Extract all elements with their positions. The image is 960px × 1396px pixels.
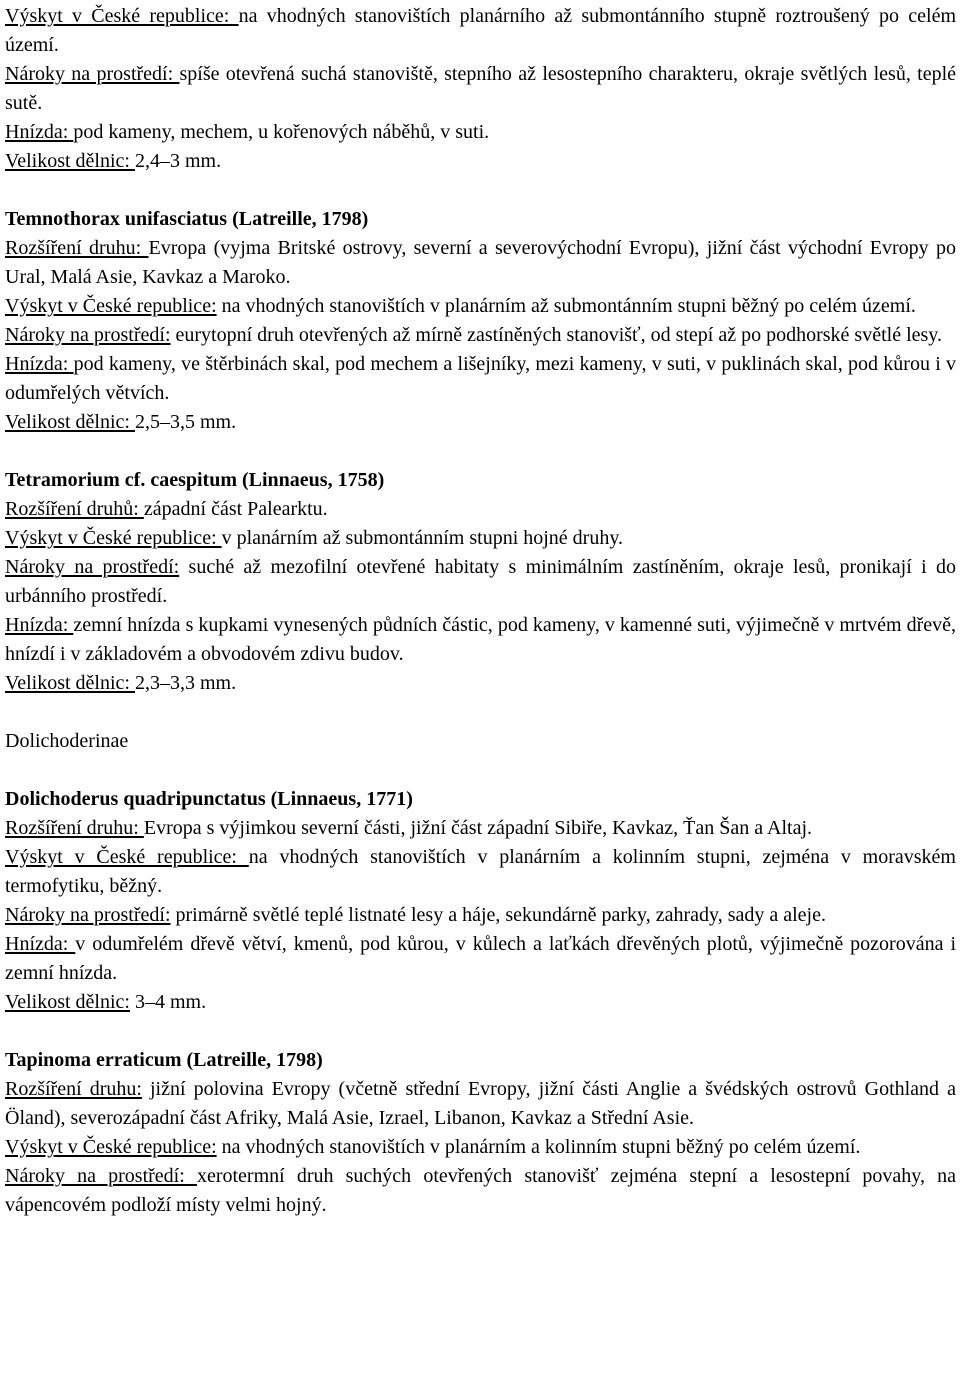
- habitat-text: eurytopní druh otevřených až mírně zastíněných stanovišť, od stepí až po podhorské světlé lesy.: [170, 324, 942, 346]
- distribution-text: Evropa (vyjma Britské ostrovy, severní a severovýchodní Evropu), jižní část východní Evropy po Ural, Malá Asie, Kavkaz a Maroko.: [5, 237, 956, 288]
- habitat-label: Nároky na prostředí:: [5, 904, 171, 926]
- nests-label: Hnízda:: [5, 614, 74, 636]
- habitat-paragraph: [5, 321, 956, 350]
- occurrence-text: na vhodných stanovištích planárního až submontánního stupně roztroušený po celém území.: [5, 5, 956, 56]
- size-text: 2,3–3,3 mm.: [134, 672, 237, 694]
- occurrence-label: Výskyt v České republice:: [5, 5, 239, 27]
- distribution-text: jižní polovina Evropy (včetně střední Evropy, jižní části Anglie a švédských ostrovů Gothland a Öland), severozápadní část Afriky, Malá Asie, Izrael, Libanon, Kavkaz a Střední Asie.: [5, 1078, 956, 1129]
- habitat-paragraph: [5, 60, 956, 118]
- size-label: Velikost dělnic:: [5, 411, 135, 433]
- distribution-label: Rozšíření druhu:: [5, 817, 144, 839]
- nests-paragraph: [5, 350, 956, 408]
- size-label: Velikost dělnic:: [5, 150, 135, 172]
- nests-text: pod kameny, ve štěrbinách skal, pod mechem a lišejníky, mezi kameny, v suti, v puklinách skal, pod kůrou i v odumřelých větvích.: [5, 353, 957, 404]
- distribution-paragraph: [5, 814, 956, 843]
- size-text: 2,5–3,5 mm.: [134, 411, 237, 433]
- species-title: Tetramorium cf. caespitum (Linnaeus, 1758): [5, 469, 385, 491]
- distribution-text: Evropa s výjimkou severní části, jižní část západní Sibiře, Kavkaz, Ťan Šan a Altaj.: [143, 817, 813, 839]
- distribution-label: Rozšíření druhu:: [5, 1078, 142, 1100]
- habitat-paragraph: [5, 1162, 956, 1220]
- size-paragraph: [5, 988, 956, 1017]
- habitat-text: suché až mezofilní otevřené habitaty s minimálním zastíněním, okraje lesů, pronikají i do urbánního prostředí.: [5, 556, 956, 607]
- nests-label: Hnízda:: [5, 121, 74, 143]
- habitat-text: spíše otevřená suchá stanoviště, stepního až lesostepního charakteru, okraje světlých lesů, teplé sutě.: [5, 63, 957, 114]
- distribution-text: západní část Palearktu.: [143, 498, 328, 520]
- occurrence-label: Výskyt v České republice:: [5, 1136, 217, 1158]
- habitat-label: Nároky na prostředí:: [5, 324, 171, 346]
- spacer: [5, 698, 956, 727]
- nests-label: Hnízda:: [5, 353, 74, 375]
- habitat-text: xerotermní druh suchých otevřených stanovišť zejména stepní a lesostepní povahy, na vápencovém podloží místy velmi hojný.: [5, 1165, 957, 1216]
- habitat-paragraph: [5, 553, 956, 611]
- size-paragraph: [5, 669, 956, 698]
- size-paragraph: [5, 147, 956, 176]
- distribution-label: Rozšíření druhů:: [5, 498, 144, 520]
- occurrence-text: v planárním až submontánním stupni hojné druhy.: [221, 527, 624, 549]
- nests-text: zemní hnízda s kupkami vynesených půdních částic, pod kameny, v kamenné suti, výjimečně v mrtvém dřevě, hnízdí i v základovém a obvodovém zdivu budov.: [5, 614, 957, 665]
- distribution-paragraph: [5, 495, 956, 524]
- distribution-paragraph: [5, 234, 956, 292]
- spacer: [5, 176, 956, 205]
- distribution-paragraph: [5, 1075, 956, 1133]
- document-page: [5, 2, 956, 1220]
- occurrence-text: na vhodných stanovištích v planárním a kolinním stupni běžný po celém území.: [216, 1136, 861, 1158]
- subfamily-heading: Dolichoderinae: [5, 730, 129, 752]
- occurrence-paragraph: [5, 2, 956, 60]
- habitat-paragraph: [5, 901, 956, 930]
- occurrence-paragraph: [5, 1133, 956, 1162]
- occurrence-label: Výskyt v České republice:: [5, 527, 222, 549]
- species-title: Tapinoma erraticum (Latreille, 1798): [5, 1049, 323, 1071]
- spacer: [5, 1017, 956, 1046]
- nests-paragraph: [5, 118, 956, 147]
- occurrence-paragraph: [5, 524, 956, 553]
- species-title: Temnothorax unifasciatus (Latreille, 1798): [5, 208, 369, 230]
- nests-paragraph: [5, 930, 956, 988]
- habitat-label: Nároky na prostředí:: [5, 556, 180, 578]
- occurrence-text: na vhodných stanovištích v planárním a kolinním stupni, zejména v moravském termofytiku, běžný.: [5, 846, 956, 897]
- nests-label: Hnízda:: [5, 933, 76, 955]
- habitat-label: Nároky na prostředí:: [5, 63, 180, 85]
- species-title: Dolichoderus quadripunctatus (Linnaeus, 1771): [5, 788, 413, 810]
- habitat-label: Nároky na prostředí:: [5, 1165, 197, 1187]
- nests-text: pod kameny, mechem, u kořenových náběhů, v suti.: [73, 121, 490, 143]
- size-text: 3–4 mm.: [129, 991, 207, 1013]
- occurrence-label: Výskyt v České republice:: [5, 846, 249, 868]
- spacer: [5, 756, 956, 785]
- size-paragraph: [5, 408, 956, 437]
- nests-paragraph: [5, 611, 956, 669]
- occurrence-paragraph: [5, 292, 956, 321]
- distribution-label: Rozšíření druhu:: [5, 237, 149, 259]
- spacer: [5, 437, 956, 466]
- occurrence-text: na vhodných stanovištích v planárním až submontánním stupni běžný po celém území.: [216, 295, 916, 317]
- occurrence-label: Výskyt v České republice:: [5, 295, 217, 317]
- occurrence-paragraph: [5, 843, 956, 901]
- habitat-text: primárně světlé teplé listnaté lesy a háje, sekundárně parky, zahrady, sady a aleje.: [170, 904, 826, 926]
- nests-text: v odumřelém dřevě větví, kmenů, pod kůrou, v kůlech a laťkách dřevěných plotů, výjimečně pozorována i zemní hnízda.: [5, 933, 956, 984]
- size-label: Velikost dělnic:: [5, 991, 130, 1013]
- size-label: Velikost dělnic:: [5, 672, 135, 694]
- size-text: 2,4–3 mm.: [134, 150, 222, 172]
